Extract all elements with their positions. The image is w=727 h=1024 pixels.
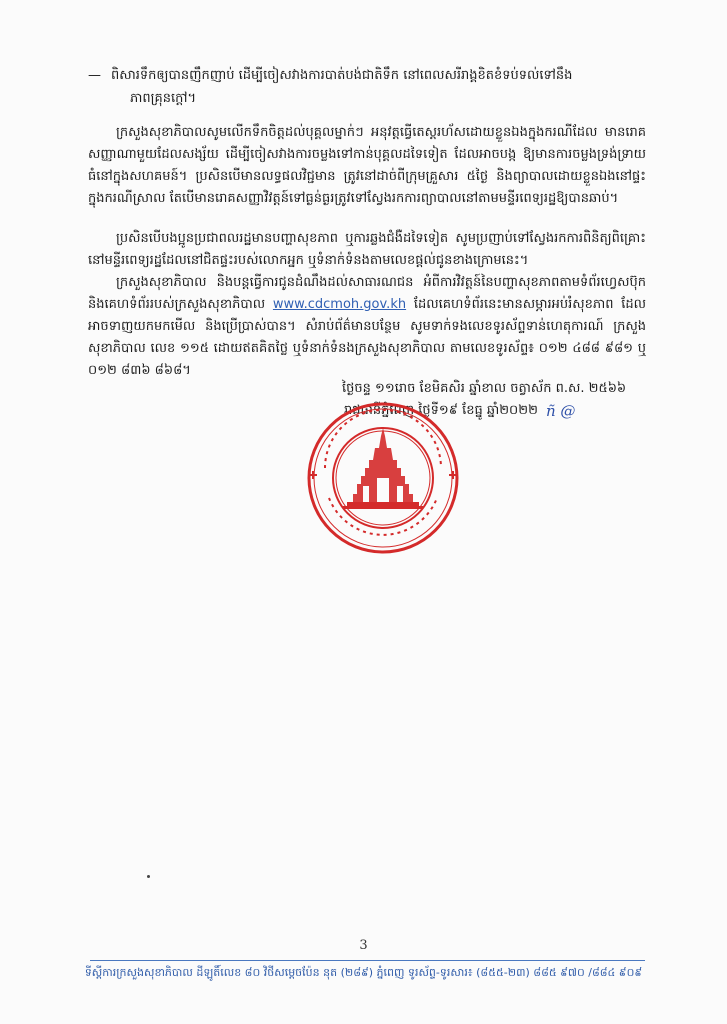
solar-date: រាជធានីភ្នំពេញ ថ្ងៃទី១៩ ខែធ្នូ ឆ្នាំ២០២២ [344, 403, 538, 418]
footer-divider [90, 960, 645, 961]
footer-address: ទីស្តីការក្រសួងសុខាភិបាល ដីឡូតិ៍លេខ ៨០ វិថីសម្តេចប៉ែន នុត (២៨៩) ភ្នំពេញ ទូរស័ព្ទ-ទូរសារ៖ (៨៥៥-២៣) ៨៨៥ ៩៧០ /៨៨៤ ៩០៩ [84, 966, 643, 979]
bullet-item [88, 64, 648, 110]
bullet-dash: — [88, 68, 101, 83]
paragraph-hospital: ប្រសិនបើបងប្អូនប្រជាពលរដ្ឋមានបញ្ហាសុខភាព ឬការឆ្លងជំងឺដទៃទៀត សូមប្រញាប់ទៅស្វែងរកការពិនិត្យពិគ្រោះនៅមន្ទីរពេទ្យរដ្ឋដែលនៅជិតផ្ទះរបស់លោកអ្នក ឬទំនាក់ទំនងតាមលេខផ្តល់ជូនខាងក្រោមនេះ។ [88, 231, 646, 268]
page-number: 3 [359, 938, 368, 953]
paragraph-contact-text-1: ក្រសួងសុខាភិបាល និងបន្តធ្វើការជូនដំណឹងដល់សាធារណជន អំពីការវិវត្តន៍នៃបញ្ហាសុខភាពតាមទំព័រហ្វេសប៊ុក និងគេហទំព័ររបស់ក្រសួងសុខាភិបាល [88, 275, 646, 312]
bullet-line-2: ភាពគ្រុនក្តៅ។ [130, 91, 197, 106]
paragraph-self-test: ក្រសួងសុខាភិបាលសូមលើកទឹកចិត្តដល់បុគ្គលម្នាក់ៗ អនុវត្តធ្វើតេស្តរហ័សដោយខ្លួនឯងក្នុងករណីដែល មានរោគសញ្ញាណាមួយដែលសង្ស័យ ដើម្បីចៀសវាងការចម្លងទៅកាន់បុគ្គលដទៃទៀត ដែលអាចបង្ក ឱ្យមានការចម្លងទ្រង់ទ្រាយធំនៅក្នុងសហគមន៍។ ប្រសិនបើមានលទ្ធផលវិជ្ជមាន ត្រូវនៅដាច់ពីក្រុមគ្រួសារ ៥ថ្ងៃ និងព្យាបាលដោយខ្លួនឯងនៅផ្ទះក្នុងករណីស្រាល តែបើមានរោគសញ្ញាវិវត្តន៍ទៅធ្ងន់ធ្ងរត្រូវទៅស្វែងរកការព្យាបាលនៅតាមមន្ទីរពេទ្យរដ្ឋឱ្យបានឆាប់។ [88, 125, 646, 206]
paragraph-contact-text-2: ដែលគេហទំព័រនេះមានសម្ភារអប់រំសុខភាព ដែលអាចទាញយកមកមើល និងប្រើប្រាស់បាន។ សំរាប់ព័ត៌មានបន្ថែម សូមទាក់ទងលេខទូរស័ព្ទទាន់ហេតុការណ៍ ក្រសួងសុខាភិបាល លេខ ១១៥ ដោយឥតគិតថ្លៃ ឬទំនាក់ទំនងក្រសួងសុខាភិបាល តាមលេខទូរស័ព្ទ៖ ០១២ ៤៨៨ ៩៨១ ឬ ០១២ ៨៣៦ ៨៦៨។ [88, 297, 646, 378]
angkor-wat-seal-icon [303, 398, 463, 558]
website-link[interactable]: www.cdcmoh.gov.kh [272, 297, 407, 312]
signature-initials: ñ @ [545, 402, 576, 420]
scan-mark [147, 875, 150, 878]
paragraph-contact [88, 272, 646, 382]
lunar-date: ថ្ងៃចន្ទ ១១រោច ខែមិគសិរ ឆ្នាំខាល ចត្វាស័ក ព.ស. ២៥៦៦ [342, 381, 627, 396]
bullet-line-1: ពិសារទឹកឲ្យបានញឹកញាប់ ដើម្បីចៀសវាងការបាត់បង់ជាតិទឹក នៅពេលសរីរាង្គខិតខំទប់ទល់ទៅនឹង [111, 68, 573, 83]
